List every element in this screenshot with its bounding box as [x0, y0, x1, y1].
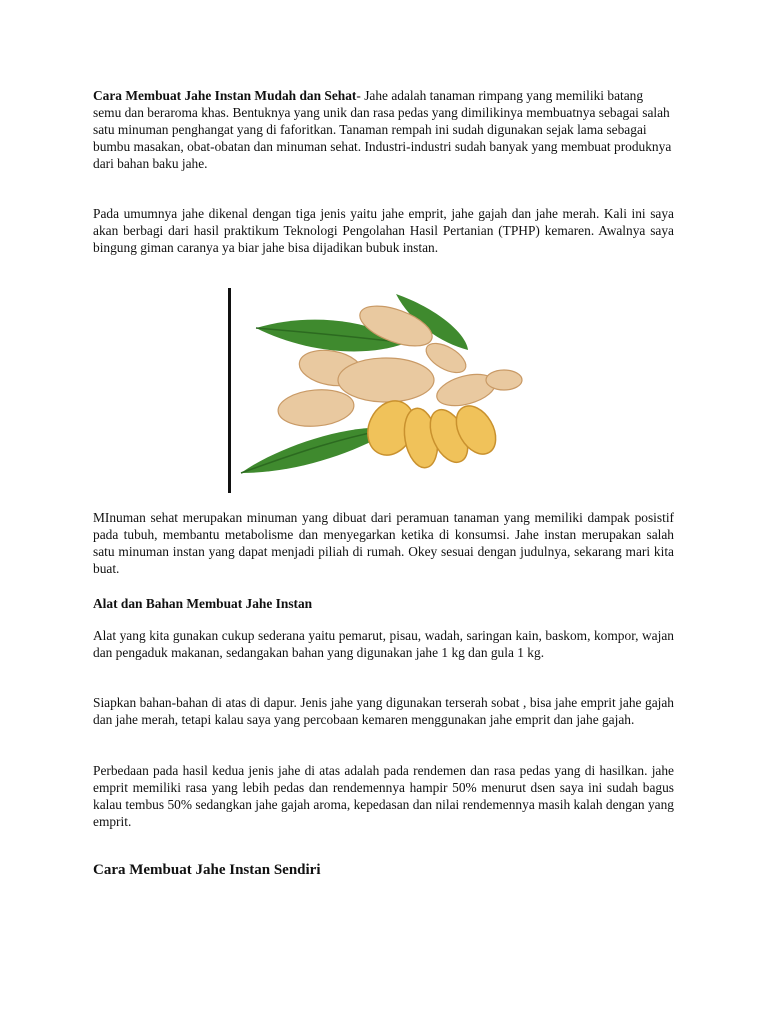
paragraph-types: Pada umumnya jahe dikenal dengan tiga jenis yaitu jahe emprit, jahe gajah dan jahe merah. Kali ini saya akan berbagi dari hasil praktikum Teknologi Pengolahan Hasil Pertanian (TPHP) kemaren. Awalnya saya bingung giman caranya ya biar jahe bisa dijadikan bubuk instan.	[93, 206, 674, 255]
intro-text: - Jahe adalah tanaman rimpang yang memiliki batang semu dan beraroma khas. Bentuknya yang unik dan rasa pedas yang dimilikinya membuatnya sebagai salah satu minuman penghangat yang di faforitkan. Tanaman rempah ini sudah digunakan sejak lama sebagai bumbu masakan, obat-obatan dan minuman sehat. Industri-industri sudah banyak yang membuat produknya dari bahan baku jahe.	[93, 88, 672, 171]
paragraph-perbedaan: Perbedaan pada hasil kedua jenis jahe di atas adalah pada rendemen dan rasa pedas yang di hasilkan. jahe emprit memiliki rasa yang lebih pedas dan rendemennya hampir 50% menurut dsen saya ini sudah bagus kalau tembus 50% sedangkan jahe gajah aroma, kepedasan dan nilai rendemennya masih kalah dengan yang emprit.	[93, 763, 674, 829]
paragraph-minuman: MInuman sehat merupakan minuman yang dibuat dari peramuan tanaman yang memiliki dampak posistif pada tubuh, membantu metabolisme dan menyegarkan ketika di konsumsi. Jahe instan merupakan salah satu minuman instan yang dapat menjadi piliah di rumah. Okey sesuai dengan judulnya, sekarang mari kita buat.	[93, 510, 674, 576]
intro-paragraph	[93, 87, 674, 172]
paragraph-siapkan: Siapkan bahan-bahan di atas di dapur. Jenis jahe yang digunakan terserah sobat , bisa jahe emprit jahe gajah dan jahe merah, tetapi kalau saya yang percobaan kemaren menggunakan jahe emprit dan jahe gajah.	[93, 695, 674, 727]
heading-alat-bahan: Alat dan Bahan Membuat Jahe Instan	[93, 596, 313, 611]
paragraph-alat: Alat yang kita gunakan cukup sederana yaitu pemarut, pisau, wadah, saringan kain, baskom, kompor, wajan dan pengaduk makanan, sedangakan bahan yang digunakan jahe 1 kg dan gula 1 kg.	[93, 628, 674, 660]
image-left-border	[228, 288, 231, 493]
ginger-image	[228, 288, 548, 494]
heading-cara-membuat: Cara Membuat Jahe Instan Sendiri	[93, 862, 321, 878]
intro-title: Cara Membuat Jahe Instan Mudah dan Sehat	[93, 88, 357, 103]
ginger-illustration	[236, 288, 548, 494]
